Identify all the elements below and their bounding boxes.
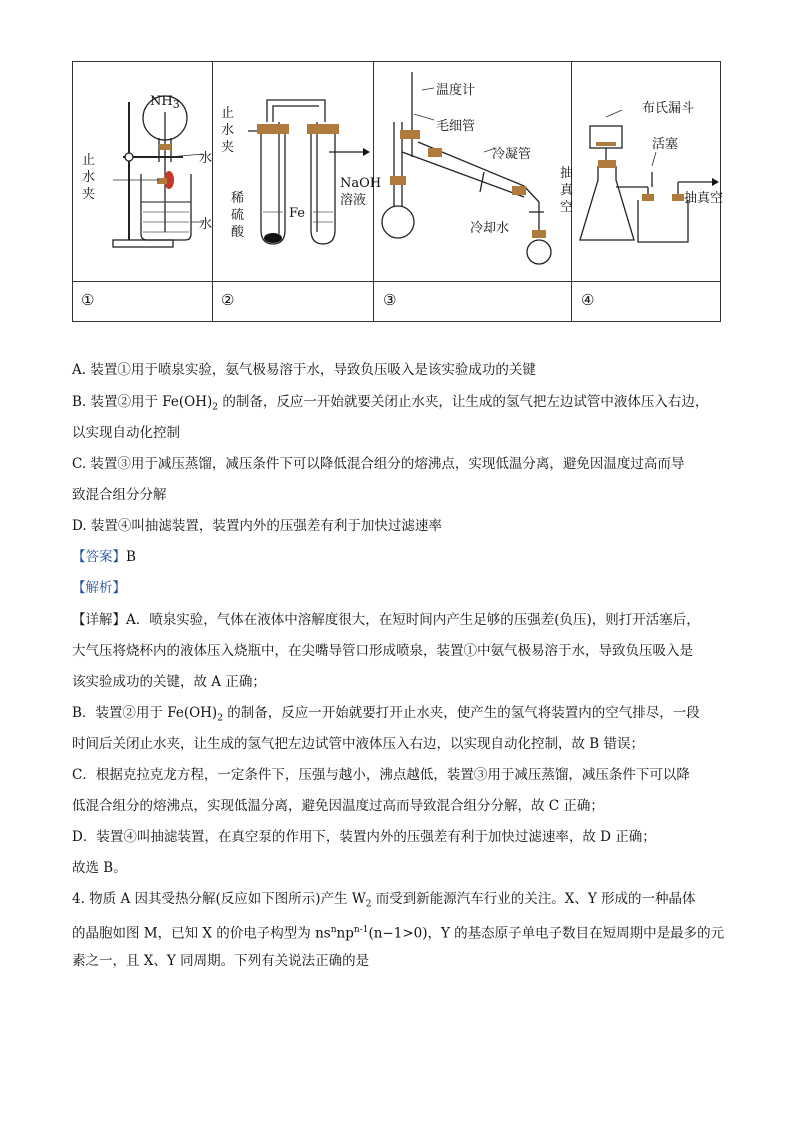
nh3-label: $NH_3$ (150, 94, 180, 111)
acid-label-2: 硫 (231, 208, 245, 223)
option-b-subscript: 2 (212, 402, 219, 413)
apparatus-number-2: ② (221, 291, 235, 309)
apparatus-number-3: ③ (383, 291, 397, 309)
detail-b-suffix: 的制备，反应一开始就要打开止水夹，使产生的氢气将装置内的空气排尽，一段 (222, 705, 700, 721)
option-b-line2: 以实现自动化控制 (72, 425, 180, 441)
buchner-funnel-label: 布氏漏斗 (642, 101, 695, 116)
detail-b-line1 (72, 703, 722, 729)
vacuum-label-1: 抽 (560, 166, 574, 181)
detail-b-line2: 时间后关闭止水夹，让生成的氢气把左边试管中液体压入右边，以实现自动化控制，故 B 错误； (72, 736, 645, 752)
clamp-label-2: 水 (221, 123, 235, 138)
detail-a-line1: 【详解】A．喷泉实验，气体在液体中溶解度很大，在短时间内产生足够的压强差(负压)，则打开活塞后， (72, 612, 700, 628)
option-b-prefix: B. 装置②用于 Fe(OH) (72, 394, 213, 410)
q4-line1 (72, 889, 722, 915)
clamp-label-1: 止 (221, 106, 235, 121)
q4-line3: 素之一，且 X、Y 同周期。下列有关说法正确的是 (72, 953, 370, 969)
detail-b-subscript: 2 (217, 713, 223, 724)
row-divider (73, 281, 720, 282)
q4-l1-b: 而受到新能源汽车行业的关注。X、Y 形成的一种晶体 (371, 891, 696, 907)
solution-label: 溶液 (340, 193, 367, 208)
water-label-2: 水 (199, 217, 213, 232)
q4-l2-b: np (336, 925, 354, 942)
acid-label-1: 稀 (231, 191, 245, 206)
q4-line2 (72, 920, 725, 944)
detail-c-line1: C．根据克拉克龙方程，一定条件下，压强与越小，沸点越低，装置③用于减压蒸馏，减压条件下可以降 (72, 767, 690, 783)
q4-l2-sup2: n-1 (353, 925, 369, 935)
detail-d-line1: D．装置④叫抽滤装置，在真空泵的作用下，装置内外的压强差有利于加快过滤速率，故 D 正确； (72, 829, 656, 845)
apparatus-number-4: ④ (581, 291, 595, 309)
apparatus-number-1: ① (81, 291, 95, 309)
acid-label-3: 酸 (231, 225, 245, 240)
option-c-line1: C. 装置③用于减压蒸馏，减压条件下可以降低混合组分的熔沸点，实现低温分离，避免因温度过高而导 (72, 456, 685, 472)
q4-l2-sup1: n (330, 925, 337, 935)
detail-b-prefix: B．装置②用于 Fe(OH) (72, 705, 218, 721)
feoh2-apparatus-diagram (213, 62, 382, 281)
q4-l2-a: 的晶胞如图 M，已知 X 的价电子构型为 ns (72, 925, 331, 942)
option-c-line2: 致混合组分分解 (72, 487, 167, 503)
option-a: A. 装置①用于喷泉实验，氨气极易溶于水，导致负压吸入是该实验成功的关键 (72, 362, 536, 378)
option-b-line1 (72, 392, 722, 418)
q4-l2-c: (n−1>0)，Y 的基态原子单电子数目在短周期中是最多的元 (368, 925, 725, 942)
detail-a-line2: 大气压将烧杯内的液体压入烧瓶中，在尖嘴导管口形成喷泉，装置①中氨气极易溶于水，导致负压吸入是 (72, 643, 693, 659)
capillary-label: 毛细管 (436, 119, 476, 134)
naoh-label: NaOH (340, 176, 382, 191)
clamp-label-3: 夹 (221, 140, 235, 155)
thermometer-label: 温度计 (436, 83, 476, 98)
suction-filtration-diagram (572, 62, 724, 281)
analysis-tag: 【解析】 (72, 580, 126, 596)
option-d: D. 装置④叫抽滤装置，装置内外的压强差有利于加快过滤速率 (72, 518, 442, 534)
detail-c-line2: 低混合组分的熔沸点，实现低温分离，避免因温度过高而导致混合组分分解，故 C 正确； (72, 798, 604, 814)
apparatus-figure-table (72, 61, 724, 322)
stopcock-label: 活塞 (652, 137, 679, 152)
answer-value: B (126, 549, 136, 565)
cooling-water-label: 冷却水 (470, 221, 510, 236)
q4-l1-a: 4. 物质 A 因其受热分解(反应如下图所示)产生 W (72, 891, 366, 907)
distillation-apparatus-diagram (374, 62, 574, 281)
vacuum-label-3: 空 (560, 200, 574, 215)
detail-conclusion: 故选 B。 (72, 860, 127, 876)
water-label-1: 水 (199, 151, 213, 166)
option-b-suffix: 的制备，反应一开始就要关闭止水夹，让生成的氢气把左边试管中液体压入右边， (218, 394, 709, 410)
vacuum-label-2: 真 (560, 183, 574, 198)
answer-line (72, 547, 722, 567)
vacuum-label: 抽真空 (684, 191, 724, 206)
detail-a-line3: 该实验成功的关键，故 A 正确； (72, 674, 266, 690)
clamp-label-2: 水 (82, 170, 96, 185)
fountain-apparatus-diagram (73, 62, 212, 281)
q4-l1-sub: 2 (365, 899, 372, 910)
clamp-label-3: 夹 (82, 187, 96, 202)
condenser-label: 冷凝管 (492, 147, 532, 162)
answer-tag: 【答案】 (72, 549, 126, 565)
fe-label: Fe (289, 206, 306, 221)
clamp-label-1: 止 (82, 153, 96, 168)
